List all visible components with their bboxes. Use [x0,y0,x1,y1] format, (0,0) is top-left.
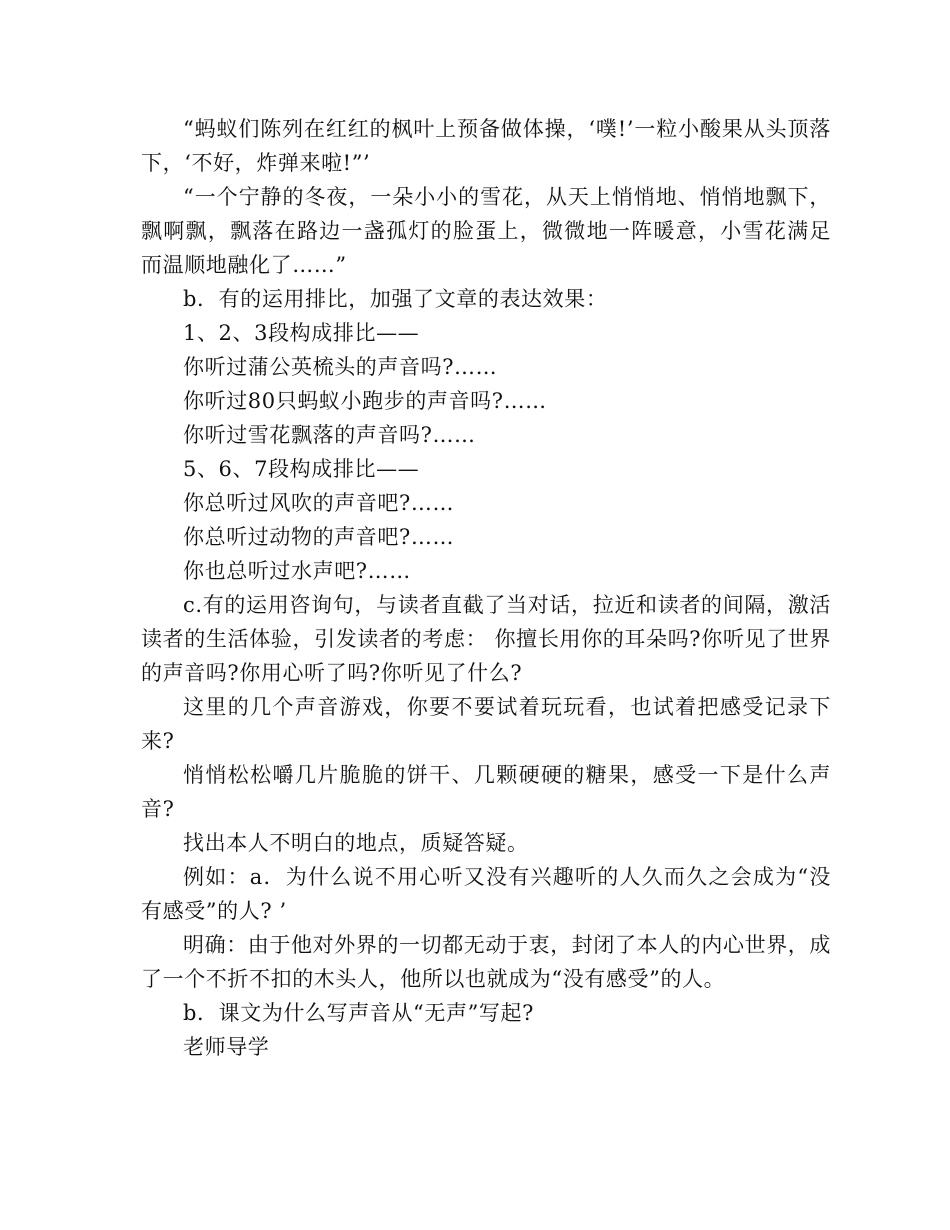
paragraph-ant-quote: “蚂蚁们陈列在红红的枫叶上预备做体操，‘噗!’一粒小酸果从头顶落下，‘不好，炸弹来啦!”’ [141,117,831,175]
paragraph-find-questions: 找出本人不明白的地点，质疑答疑。 [183,831,529,855]
paragraph-ants-line: 你听过80只蚂蚁小跑步的声音吗?…… [183,389,547,413]
paragraph-snow-quote: “一个宁静的冬夜，一朵小小的雪花，从天上悄悄地、悄悄地飘下，飘啊飘，飘落在路边一盏孤灯的脸蛋上，微微地一阵暖意，小雪花满足而温顺地融化了……” [141,185,831,277]
paragraph-parallelism-heading: b．有的运用排比，加强了文章的表达效果： [183,287,608,311]
paragraph-biscuits: 悄悄松松嚼几片脆脆的饼干、几颗硬硬的糖果，感受一下是什么声音? [141,763,831,821]
paragraph-sections-1-3: 1、2、3段构成排比—— [183,321,420,345]
paragraph-example-b: b．课文为什么写声音从“无声”写起? [183,1001,534,1025]
paragraph-wind-line: 你总听过风吹的声音吧?…… [183,491,455,515]
paragraph-answer: 明确：由于他对外界的一切都无动于衷，封闭了本人的内心世界，成了一个不折不扣的木头人，他所以也就成为“没有感受”的人。 [141,933,831,991]
paragraph-dandelion-line: 你听过蒲公英梳头的声音吗?…… [183,355,498,379]
paragraph-questions: c.有的运用咨询句，与读者直截了当对话，拉近和读者的间隔，激活读者的生活体验，引发读者的考虑： 你擅长用你的耳朵吗?你听见了世界的声音吗?你用心听了吗?你听见了什么? [141,593,831,685]
paragraph-example-a: 例如：a．为什么说不用心听又没有兴趣听的人久而久之会成为“没有感受”的人? ’ [141,865,831,923]
paragraph-water-line: 你也总听过水声吧?…… [183,559,411,583]
document-page [141,112,831,1064]
paragraph-sections-5-7: 5、6、7段构成排比—— [183,457,420,481]
paragraph-animal-line: 你总听过动物的声音吧?…… [183,525,455,549]
paragraph-snowfall-line: 你听过雪花飘落的声音吗?…… [183,423,476,447]
paragraph-sound-games: 这里的几个声音游戏，你要不要试着玩玩看，也试着把感受记录下来? [141,695,831,753]
paragraph-teacher-guide: 老师导学 [183,1035,270,1059]
